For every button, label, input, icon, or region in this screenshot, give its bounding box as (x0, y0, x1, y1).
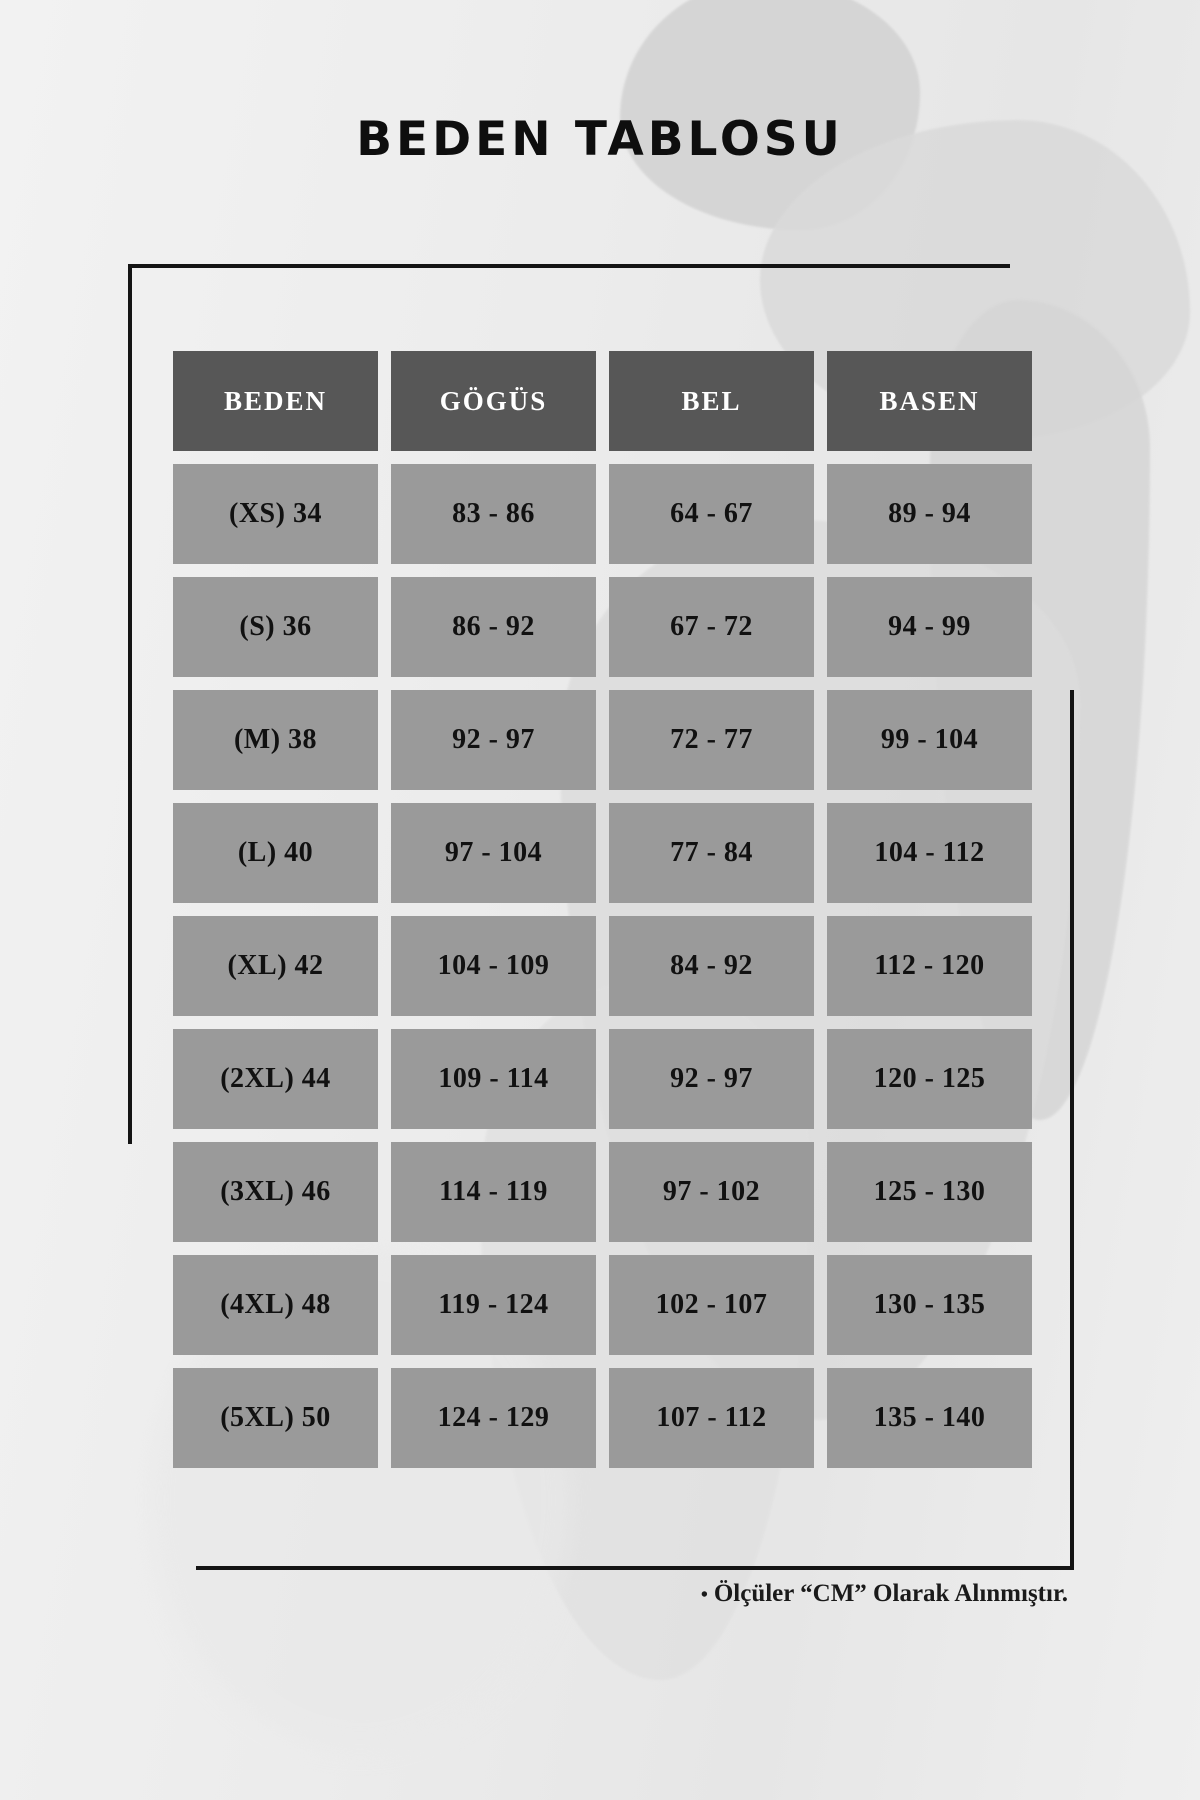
cell-size: (XS) 34 (173, 464, 378, 564)
cell-waist: 64 - 67 (609, 464, 814, 564)
cell-chest: 109 - 114 (391, 1029, 596, 1129)
cell-hip: 99 - 104 (827, 690, 1032, 790)
table-header-row (173, 351, 1032, 451)
cell-hip: 120 - 125 (827, 1029, 1032, 1129)
cell-chest: 124 - 129 (391, 1368, 596, 1468)
cell-chest: 83 - 86 (391, 464, 596, 564)
cell-size: (5XL) 50 (173, 1368, 378, 1468)
cell-hip: 125 - 130 (827, 1142, 1032, 1242)
cell-chest: 86 - 92 (391, 577, 596, 677)
table-row (173, 1255, 1032, 1355)
footnote-text: Ölçüler “CM” Olarak Alınmıştır. (713, 1580, 1068, 1607)
cell-size: (3XL) 46 (173, 1142, 378, 1242)
column-header-basen: BASEN (827, 351, 1032, 451)
column-header-gogus: GÖGÜS (391, 351, 596, 451)
cell-waist: 92 - 97 (609, 1029, 814, 1129)
table-row (173, 1029, 1032, 1129)
cell-waist: 97 - 102 (609, 1142, 814, 1242)
cell-size: (L) 40 (173, 803, 378, 903)
frame-line-top (128, 264, 1010, 268)
cell-size: (4XL) 48 (173, 1255, 378, 1355)
cell-hip: 135 - 140 (827, 1368, 1032, 1468)
table-row (173, 1368, 1032, 1468)
cell-hip: 89 - 94 (827, 464, 1032, 564)
cell-waist: 84 - 92 (609, 916, 814, 1016)
column-header-bel: BEL (609, 351, 814, 451)
cell-waist: 77 - 84 (609, 803, 814, 903)
table-row (173, 690, 1032, 790)
cell-hip: 94 - 99 (827, 577, 1032, 677)
cell-waist: 107 - 112 (609, 1368, 814, 1468)
table-row (173, 803, 1032, 903)
table-row (173, 1142, 1032, 1242)
frame-line-bottom (196, 1566, 1074, 1570)
size-table (160, 338, 1045, 1481)
cell-chest: 119 - 124 (391, 1255, 596, 1355)
frame-line-right (1070, 690, 1074, 1570)
bullet-icon: • (700, 1583, 708, 1606)
cell-chest: 104 - 109 (391, 916, 596, 1016)
cell-waist: 67 - 72 (609, 577, 814, 677)
cell-hip: 104 - 112 (827, 803, 1032, 903)
cell-chest: 92 - 97 (391, 690, 596, 790)
cell-hip: 130 - 135 (827, 1255, 1032, 1355)
cell-hip: 112 - 120 (827, 916, 1032, 1016)
cell-size: (2XL) 44 (173, 1029, 378, 1129)
column-header-beden: BEDEN (173, 351, 378, 451)
table-row (173, 577, 1032, 677)
cell-chest: 114 - 119 (391, 1142, 596, 1242)
frame-line-left (128, 264, 132, 1144)
cell-size: (S) 36 (173, 577, 378, 677)
cell-chest: 97 - 104 (391, 803, 596, 903)
page-title: BEDEN TABLOSU (356, 112, 844, 167)
cell-waist: 102 - 107 (609, 1255, 814, 1355)
footnote (0, 1580, 1068, 1608)
cell-waist: 72 - 77 (609, 690, 814, 790)
table-row (173, 916, 1032, 1016)
cell-size: (M) 38 (173, 690, 378, 790)
cell-size: (XL) 42 (173, 916, 378, 1016)
table-row (173, 464, 1032, 564)
